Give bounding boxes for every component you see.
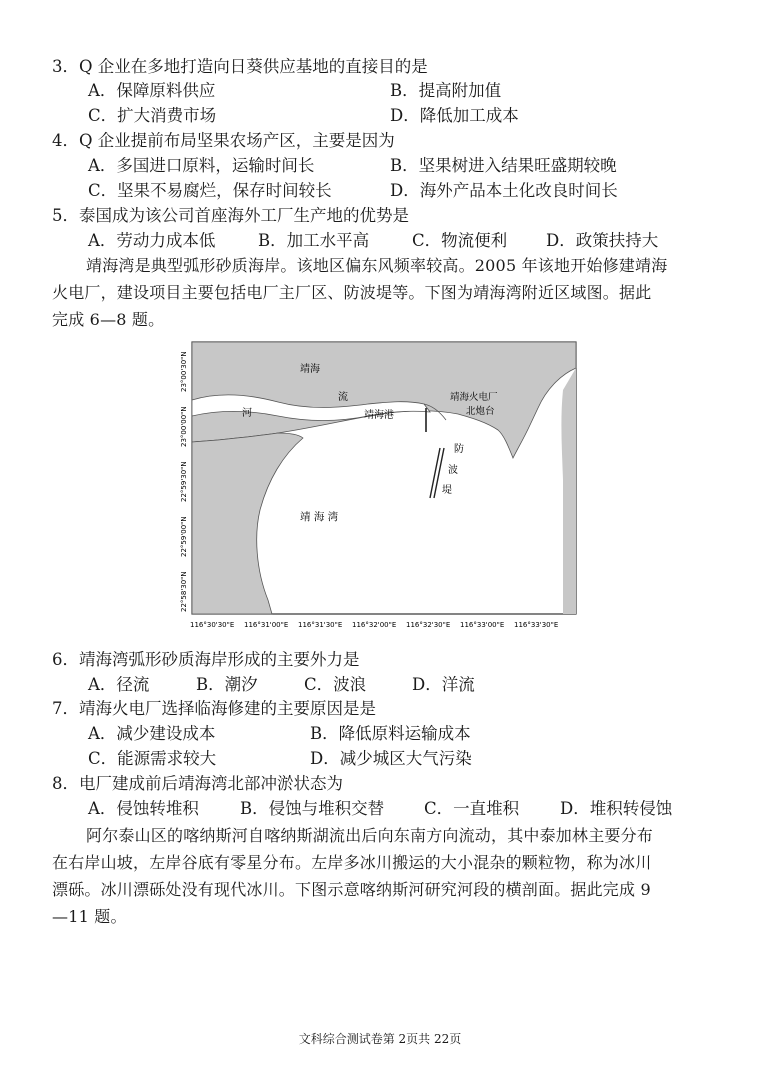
q3-option-a: A．保障原料供应 [88, 81, 216, 100]
label-liu: 流 [338, 392, 348, 403]
lon-tick-5: 116°32'30"E [406, 621, 451, 629]
passage-2 [52, 822, 712, 930]
lon-tick-7: 116°33'30"E [514, 621, 559, 629]
q6-option-b: B．潮汐 [196, 675, 258, 694]
lon-tick-1: 116°30'30"E [190, 621, 235, 629]
lon-tick-2: 116°31'00"E [244, 621, 289, 629]
label-bay: 靖 海 湾 [300, 511, 339, 523]
label-jinghai: 靖海 [300, 364, 320, 375]
page-footer: 文科综合测试卷第 2页共 22页 [298, 1032, 462, 1046]
label-bo: 波 [448, 465, 458, 476]
lon-tick-6: 116°33'00"E [460, 621, 505, 629]
q8-option-c: C．一直堆积 [424, 799, 520, 818]
q7-option-a: A．减少建设成本 [88, 724, 216, 743]
q6-option-a: A．径流 [88, 675, 150, 694]
q7-stem: 7．靖海火电厂选择临海修建的主要原因是是 [52, 699, 376, 718]
east-land [561, 368, 576, 614]
lat-tick-4: 23°00'00"N [180, 406, 188, 447]
passage-2-line-3: 漂砾。冰川漂砾处没有现代冰川。下图示意喀纳斯河研究河段的横剖面。据此完成 9 [52, 880, 651, 899]
lon-tick-4: 116°32'00"E [352, 621, 397, 629]
passage-1 [52, 252, 712, 333]
label-plant: 靖海火电厂 [450, 392, 498, 403]
label-fang: 防 [454, 444, 464, 455]
q5-option-d: D．政策扶持大 [546, 231, 659, 250]
q4-option-b: B．坚果树进入结果旺盛期较晚 [390, 156, 617, 175]
q8-option-d: D．堆积转侵蚀 [560, 799, 673, 818]
q4-option-c: C．坚果不易腐烂，保存时间较长 [88, 181, 332, 200]
q3-option-c: C．扩大消费市场 [88, 106, 217, 125]
jinghai-bay-map [168, 330, 588, 635]
q4-stem: 4．Q 企业提前布局坚果农场产区，主要是因为 [52, 131, 395, 150]
q3-option-d: D．降低加工成本 [390, 106, 519, 125]
label-he: 河 [242, 408, 252, 419]
q7-option-d: D．减少城区大气污染 [310, 749, 472, 768]
label-port: 靖海港 [364, 410, 394, 421]
passage-2-line-4: —11 题。 [52, 907, 127, 926]
passage-1-line-1: 靖海湾是典型弧形砂质海岸。该地区偏东风频率较高。2005 年该地开始修建靖海 [86, 256, 668, 275]
q6-stem: 6．靖海湾弧形砂质海岸形成的主要外力是 [52, 650, 360, 669]
q4-option-d: D．海外产品本土化改良时间长 [390, 181, 618, 200]
passage-1-line-3: 完成 6—8 题。 [52, 310, 165, 329]
q6-option-c: C．波浪 [304, 675, 367, 694]
q7-option-c: C．能源需求较大 [88, 749, 217, 768]
q8-stem: 8．电厂建成前后靖海湾北部冲淤状态为 [52, 774, 343, 793]
lat-tick-3: 22°59'30"N [180, 461, 188, 502]
q3-stem: 3．Q 企业在多地打造向日葵供应基地的直接目的是 [52, 57, 428, 76]
lat-tick-1: 22°58'30"N [180, 571, 188, 612]
lat-tick-2: 22°59'00"N [180, 516, 188, 557]
q5-option-c: C．物流便利 [412, 231, 508, 250]
passage-2-line-2: 在右岸山坡，左岸谷底有零星分布。左岸多冰川搬运的大小混杂的颗粒物，称为冰川 [52, 853, 652, 872]
q6-option-d: D．洋流 [412, 675, 475, 694]
passage-2-line-1: 阿尔泰山区的喀纳斯河自喀纳斯湖流出后向东南方向流动，其中泰加林主要分布 [86, 826, 654, 845]
q7-option-b: B．降低原料运输成本 [310, 724, 471, 743]
q3-option-b: B．提高附加值 [390, 81, 502, 100]
map-svg [168, 330, 588, 635]
passage-1-line-2: 火电厂，建设项目主要包括电厂主厂区、防波堤等。下图为靖海湾附近区域图。据此 [52, 283, 652, 302]
lat-tick-5: 23°00'30"N [180, 351, 188, 392]
q5-option-a: A．劳动力成本低 [88, 231, 216, 250]
q5-stem: 5．泰国成为该公司首座海外工厂生产地的优势是 [52, 206, 409, 225]
label-di: 堤 [442, 485, 452, 496]
q4-option-a: A．多国进口原料，运输时间长 [88, 156, 315, 175]
lon-tick-3: 116°31'30"E [298, 621, 343, 629]
q8-option-b: B．侵蚀与堆积交替 [240, 799, 385, 818]
label-north-battery: 北炮台 [466, 406, 495, 417]
q8-option-a: A．侵蚀转堆积 [88, 799, 199, 818]
q5-option-b: B．加工水平高 [258, 231, 370, 250]
